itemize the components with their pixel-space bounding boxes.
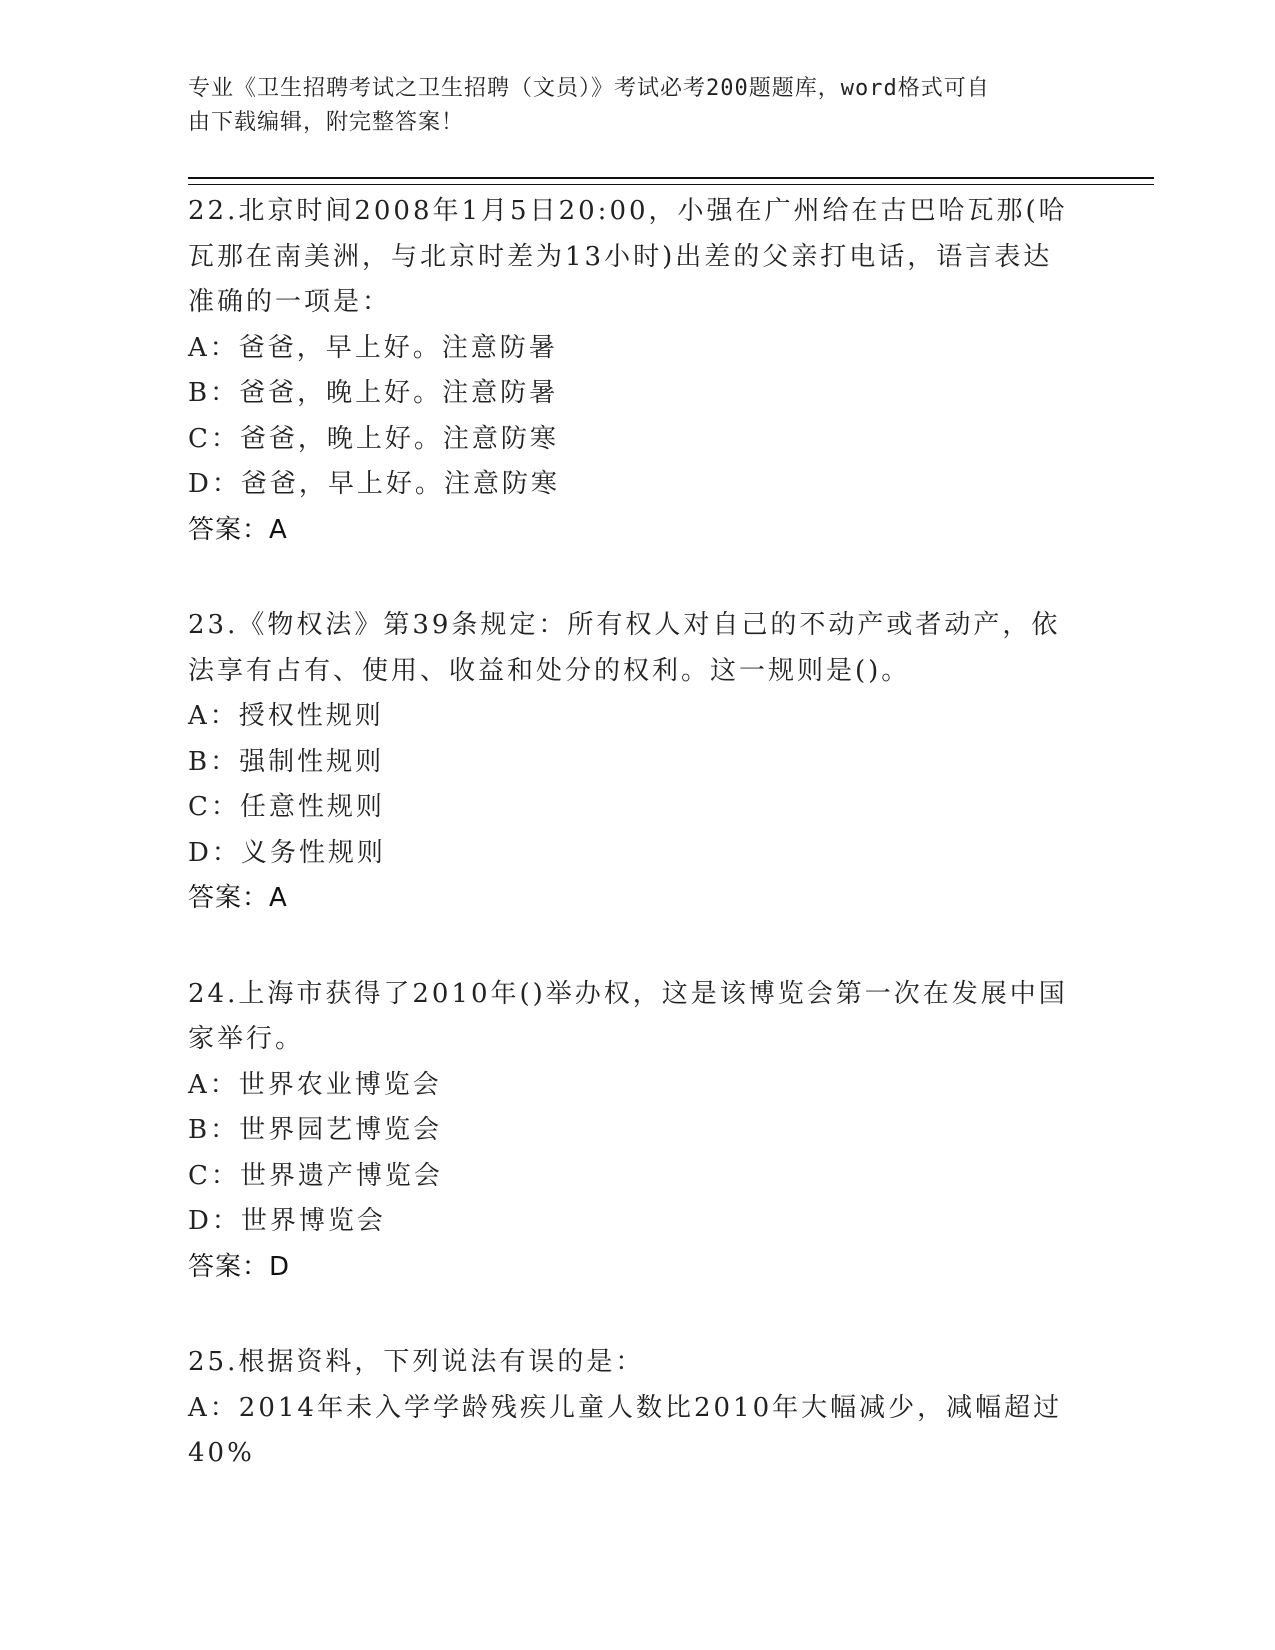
option-b: B：世界园艺博览会 [188, 1115, 443, 1145]
question-list [188, 189, 1068, 1527]
question-24 [188, 972, 1068, 1291]
option-d: D：世界博览会 [188, 1206, 386, 1236]
answer-line: 答案：D [188, 1251, 291, 1282]
option-d: D：义务性规则 [188, 837, 386, 868]
question-25 [188, 1340, 1068, 1477]
question-stem-line: 25.根据资料，下列说法有误的是： [188, 1347, 645, 1377]
option-b: B：爸爸，晚上好。注意防暑 [188, 378, 559, 408]
header-line-2: 由下载编辑，附完整答案！ [188, 110, 465, 135]
document-header [188, 72, 1068, 140]
question-stem-line: 24.上海市获得了2010年()举办权，这是该博览会第一次在发展中国 [188, 978, 1068, 1009]
answer-line: 答案：A [188, 883, 288, 913]
option-a: A：爸爸，早上好。注意防暑 [188, 332, 558, 363]
header-divider-thick [188, 177, 1154, 179]
option-d: D：爸爸，早上好。注意防寒 [188, 469, 560, 499]
option-c: C：世界遗产博览会 [188, 1160, 443, 1191]
question-stem-line: 23.《物权法》第39条规定：所有权人对自己的不动产或者动产，依 [188, 610, 1061, 640]
option-a: A：2014年未入学学龄残疾儿童人数比2010年大幅减少，减幅超过 [188, 1392, 1063, 1423]
question-stem-line: 准确的一项是： [188, 287, 392, 317]
option-a: A：世界农业博览会 [188, 1069, 442, 1100]
question-stem-line: 家举行。 [188, 1024, 305, 1054]
answer-line: 答案：A [188, 514, 288, 545]
question-22 [188, 189, 1068, 553]
option-c: C：任意性规则 [188, 792, 385, 822]
header-divider-thin [188, 184, 1154, 185]
question-stem-line: 瓦那在南美洲，与北京时差为13小时)出差的父亲打电话，语言表达 [188, 241, 1053, 272]
question-23 [188, 603, 1068, 922]
question-stem-line: 22.北京时间2008年1月5日20:00，小强在广州给在古巴哈瓦那(哈 [188, 196, 1068, 226]
option-a: A：授权性规则 [188, 701, 384, 731]
option-c: C：爸爸，晚上好。注意防寒 [188, 423, 559, 454]
question-stem-line: 法享有占有、使用、收益和处分的权利。这一规则是()。 [188, 655, 911, 686]
option-a-continued: 40% [188, 1438, 255, 1468]
header-line-1: 专业《卫生招聘考试之卫生招聘（文员）》考试必考200题题库，word格式可自 [188, 76, 990, 101]
option-b: B：强制性规则 [188, 746, 385, 777]
